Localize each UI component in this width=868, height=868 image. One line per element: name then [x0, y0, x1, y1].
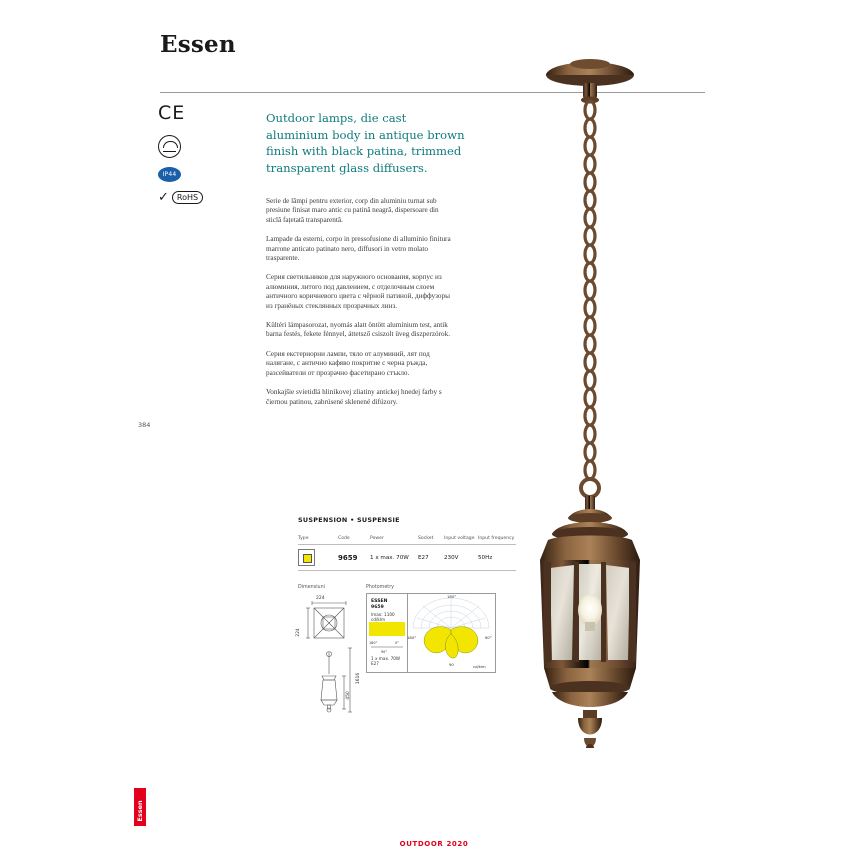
- rohs-label: RoHS: [172, 191, 203, 204]
- rohs-icon: [158, 191, 218, 204]
- dimension-width-value: 224: [316, 596, 325, 601]
- certification-list: [158, 104, 218, 204]
- photometry-curve-svg: [407, 594, 495, 672]
- product-photo: [490, 48, 690, 748]
- description-bg: Серия екстериорни лампи, тяло от алуминий, лят под налягане, с античнo кафяво покритие с черна ръжда, разсейватели от прозрачно фасетирано стъкло.: [266, 349, 430, 377]
- dimension-total-height-value: 1616: [356, 672, 362, 685]
- table-header-row: [298, 536, 516, 545]
- side-tab-label: Essen: [136, 800, 144, 822]
- photometry-info-panel: [367, 594, 408, 672]
- check-icon: ✓: [158, 190, 169, 205]
- description-it: Lampade da esterni, corpo in pressofusione di alluminio finitura marrone anticato patinato nero, diffusori in vetro molato trasparente.: [266, 235, 451, 263]
- spec-table: [298, 536, 516, 571]
- description-sk: Vonkajšie svietidlá hliníkovej zliatiny antickej hnedej farby s čiernou patinou, zabrúsené sklenené difúzory.: [266, 388, 442, 406]
- photometry-diagram: [366, 593, 496, 673]
- column-type: Type: [298, 536, 338, 545]
- ip-rating-icon: [158, 135, 181, 158]
- cell-type: [298, 545, 338, 571]
- side-tab: [134, 788, 146, 826]
- cell-frequency: 50Hz: [478, 545, 516, 571]
- ik-rating-icon: IP44: [158, 167, 181, 182]
- dimension-drawing: [295, 596, 362, 716]
- photometry-product-code: 9659: [371, 605, 384, 610]
- photometry-curve: [407, 594, 495, 672]
- photometry-lamp-info: 1 x max. 70W E27: [371, 656, 401, 666]
- photometry-lumens: lmax: 1100 cd/klm: [371, 612, 395, 622]
- product-description-main: Outdoor lamps, die cast aluminium body in antique brown finish with black patina, trimmed transparent glass diffusers.: [266, 111, 465, 175]
- svg-text:180°: 180°: [369, 641, 378, 645]
- dimension-body-height-value: 450: [345, 691, 351, 700]
- footer-brand: OUTDOOR: [399, 840, 444, 848]
- svg-text:60°: 60°: [485, 635, 492, 640]
- product-description-translations: [266, 197, 452, 417]
- spec-section-title: SUSPENSION • SUSPENSIE: [298, 516, 400, 524]
- ce-mark-icon: CE: [158, 102, 186, 124]
- description-ro: Serie de lămpi pentru exterior, corp din aluminiu turnat sub presiune finisat maro antic cu patină neagră, dispersoare din sticlă fațetată transparentă.: [266, 197, 439, 224]
- svg-text:180°: 180°: [447, 594, 457, 599]
- page-number: 384: [138, 421, 151, 429]
- photometry-product-name: ESSEN: [371, 599, 388, 604]
- cell-code: 9659: [338, 545, 370, 571]
- description-ru: Серия светильников для наружного основания, корпус из алюминия, литого под давлением, с отделочным слоем античного коричневого цвета с чёрной патиной, диффузоры из гранёных стеклянных прозрачных линз.: [266, 273, 450, 310]
- cell-socket: E27: [418, 545, 444, 571]
- cell-voltage: 230V: [444, 545, 478, 571]
- column-frequency: Input frequency: [478, 536, 516, 545]
- page-title: Essen: [160, 31, 236, 58]
- cell-power: 1 x max. 70W: [370, 545, 418, 571]
- column-voltage: Input voltage: [444, 536, 478, 545]
- description-hu: Kültéri lámpasorozat, nyomás alatt öntött alumínium test, antik barna festés, fekete fénnyel, áttetsző csiszolt üveg diszperzórok.: [266, 321, 451, 339]
- svg-text:180°: 180°: [407, 635, 417, 640]
- table-row: [298, 545, 516, 571]
- svg-text:90: 90: [449, 662, 454, 667]
- lamp-type-icon: [298, 549, 315, 566]
- dimension-height-value: 224: [295, 628, 301, 637]
- footer: [0, 840, 868, 848]
- column-power: Power: [370, 536, 418, 545]
- photometry-scale-svg: [369, 640, 405, 654]
- photometry-label: Photometry: [366, 585, 394, 590]
- dimension-label: Dimensiuni: [298, 585, 325, 590]
- photometry-scale: [369, 640, 405, 655]
- product-photo-svg: [490, 48, 690, 748]
- column-socket: Socket: [418, 536, 444, 545]
- dimension-svg: [300, 596, 360, 716]
- column-code: Code: [338, 536, 370, 545]
- svg-text:0°: 0°: [395, 641, 399, 645]
- photometry-color-swatch: [369, 622, 405, 636]
- svg-text:cd/klm: cd/klm: [473, 664, 486, 669]
- svg-text:90°: 90°: [381, 650, 388, 654]
- footer-year: 2020: [446, 840, 469, 848]
